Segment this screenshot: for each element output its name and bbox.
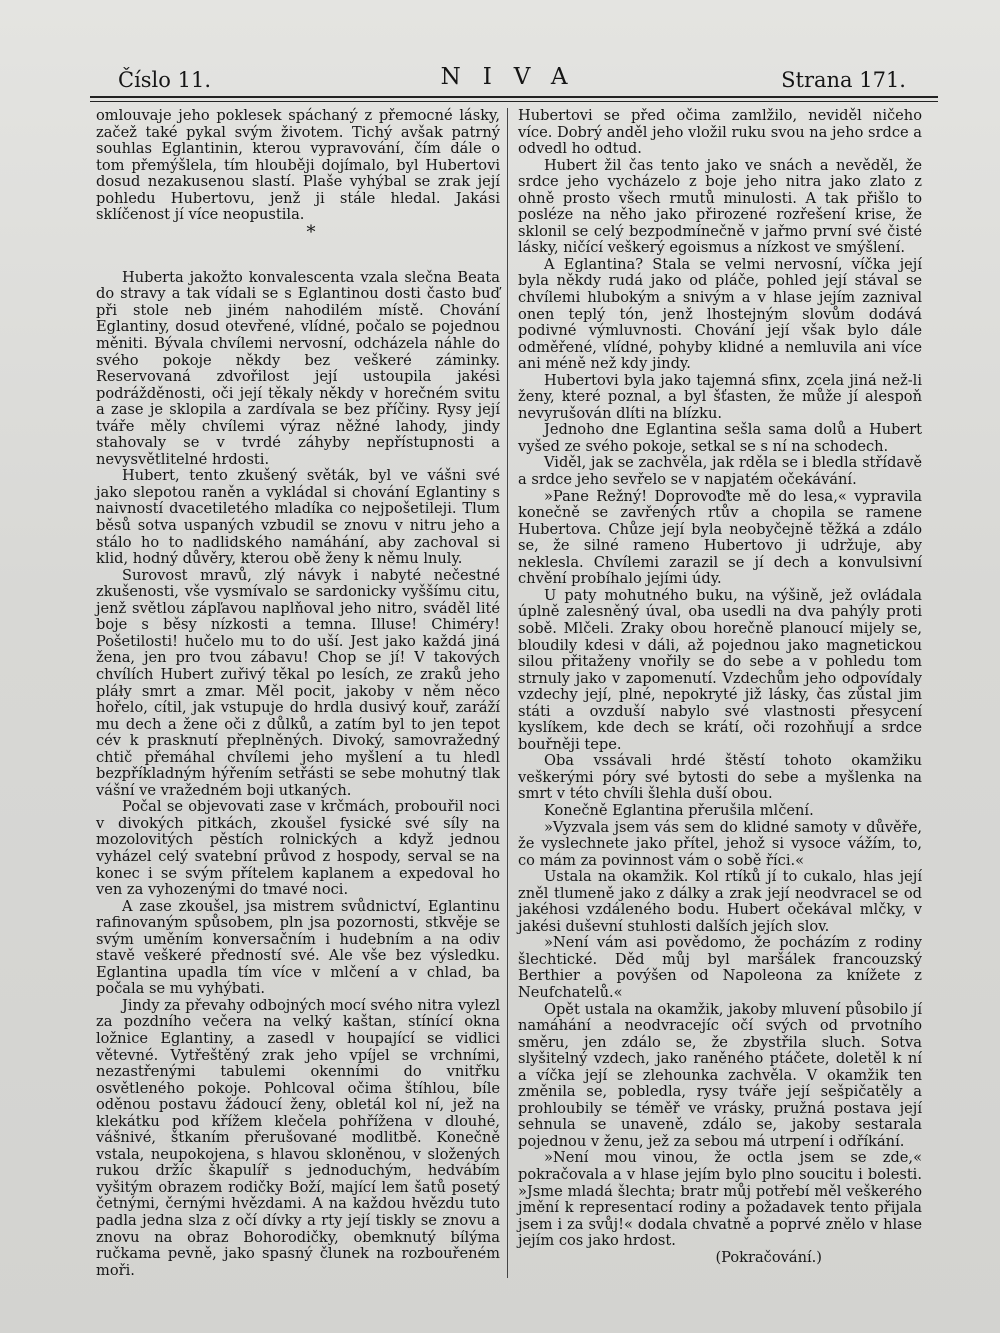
header-rule <box>90 96 938 98</box>
paragraph: Opět ustala na okamžik, jakoby mluvení působilo jí namáhání a neodvracejíc očí svých od prvotního směru, jen zdálo se, že zbystřila sluch. Sotva slyšitelný vzdech, jako raněného ptáčete, doletěl k ní a víčka její se zlehounka zachvěla. V okamžik ten změnila se, pobledla, rysy tváře její sešpičatěly a prohloubily se téměř ve vrásky, pružná postava její sehnula se unaveně, zdálo se, jakoby sestarala pojednou v ženu, jež za sebou má utrpení i odříkání. <box>518 1000 922 1150</box>
paragraph: Viděl, jak se zachvěla, jak rděla se i bledla střídavě a srdce jeho sevřelo se v napjatém očekávání. <box>518 454 922 489</box>
right-column <box>518 108 922 1266</box>
paragraph: Oba vssávali hrdé štěstí tohoto okamžiku veškerými póry své bytosti do sebe a myšlenka na smrt v této chvíli šlehla duší obou. <box>518 752 922 803</box>
paragraph: A Eglantina? Stala se velmi nervosní, víčka její byla někdy rudá jako od pláče, pohled její stával se chvílemi hlubokým a snivým a v hlase jejím zaznival onen teplý tón, jenž lhostejným slovům dodává podivné výmluvnosti. Chování její však bylo dále odměřené, vlídné, pohyby klidné a nemluvila ani více ani méně než kdy jindy. <box>518 255 922 373</box>
page-number: Strana 171. <box>781 68 906 92</box>
paragraph: »Vyzvala jsem vás sem do klidné samoty v důvěře, že vyslechnete jako přítel, jehož si vysoce vážím, to, co mám za povinnost vám o sobě říci.« <box>518 818 922 869</box>
paragraph: Jindy za převahy odbojných mocí svého nitra vylezl za pozdního večera na velký kaštan, stínící okna ložnice Eglantiny, a zasedl v houpající se vidlici větevné. Vytřeštěný zrak jeho vpíjel se vrchními, nezastřenými tabulemi okenními do vnitřku osvětleného pokoje. Pohlcoval očima štíhlou, bíle oděnou postavu žádoucí ženy, obletál kol ní, jež na klekátku pod křížem klečela pohřížena v dlouhé, vášnivé, štkaním přerušované modlitbě. Konečně vstala, neupokojena, s hlavou skloněnou, v složených rukou držíc škapulíř s jednoduchým, hedvábím vyšitým obrazem rodičky Boží, mající lem šatů posetý četnými, černými hvězdami. A na každou hvězdu tuto padla jedna slza z očí dívky a rty její tiskly se znovu a znovu na obraz Bohorodičky, obemknutý bílýma ručkama pevně, jako spasný člunek na rozbouřeném moři. <box>96 996 500 1279</box>
column-divider <box>507 108 508 1278</box>
paragraph: »Není vám asi povědomo, že pocházím z rodiny šlechtické. Děd můj byl maršálek francouzský Berthier a povýšen od Napoleona za knížete z Neufchatelů.« <box>518 934 922 1001</box>
header-rule-thin <box>90 101 938 102</box>
paragraph: Ustala na okamžik. Kol rtíků jí to cukalo, hlas její zněl tlumeně jako z dálky a zrak její neodvracel se od jakéhosi vzdáleného bodu. Hubert očekával mlčky, v jakési duševní stuhlosti dalších jejích slov. <box>518 868 922 935</box>
paragraph: Počal se objevovati zase v krčmách, probouřil noci v divokých pitkách, zkoušel fysické své síly na mozolovitých pěstích rolnických a když jednou vyházel celý svatební průvod z hospody, serval se na konec i se svým přítelem kaplanem a expedoval ho ven za vyhozenými do tmavé noci. <box>96 798 500 899</box>
section-break-asterisk: * <box>306 221 316 243</box>
paragraph: »Pane Režný! Doprovoďte mě do lesa,« vypravila konečně se zavřených rtův a chopila se ramene Hubertova. Chůze její byla neobyčejně těžká a zdálo se, že silné rameno Hubertovo ji udržuje, aby neklesla. Chvílemi zarazil se jí dech a konvulsivní chvění probíhalo jejími údy. <box>518 487 922 588</box>
paragraph: Huberta jakožto konvalescenta vzala slečna Beata do stravy a tak vídali se s Eglantinou dosti často buď při stole neb jiném nahodilém místě. Chování Eglantiny, dosud otevřené, vlídné, počalo se pojednou měniti. Bývala chvílemi nervosní, odcházela náhle do svého pokoje někdy bez veškeré záminky. Reservovaná zdvořilost její ustoupila jakési podrážděnosti, oči její těkaly někdy v horečném svitu a zase je sklopila a zardívala se bez příčiny. Rysy její tváře měly chvílemi výraz něžné lahody, jindy stahovaly se v tvrdé záhyby nepřístupnosti a nevysvětlitelné hrdosti. <box>96 268 500 468</box>
to-be-continued: (Pokračování.) <box>715 1248 822 1266</box>
paragraph: Hubert žil čas tento jako ve snách a nevěděl, že srdce jeho vycházelo z boje jeho nitra jako zlato z ohně prosto všech rmutů minulosti. A tak přišlo to posléze na něho jako přirozené rozřešení krise, že sklonil se celý bezpodmínečně v jařmo první své čisté lásky, ničící veškerý egoismus a nízkost ve smýšlení. <box>518 156 922 257</box>
paragraph: Hubertovi se před očima zamlžilo, neviděl ničeho více. Dobrý anděl jeho vložil ruku svou na jeho srdce a odvedl ho odtud. <box>518 107 922 158</box>
left-column <box>96 108 500 1279</box>
paragraph: U paty mohutného buku, na výšině, jež ovládala úplně zalesněný úval, oba usedli na dva pahýly proti sobě. Mlčeli. Zraky obou horečně planoucí mijely se, bloudily kdesi v dáli, až pojednou jako magnetickou silou přitaženy vnořily se do sebe a v pohledu tom strnuly jako v zapomenutí. Vzdechům jeho odpovídaly vzdechy její, plné, nepokryté již lásky, čas zůstal jim státi a ovzduší nabylo své vlastnosti přesycení kyslíkem, kde dech se krátí, oči rozohňují a srdce bouřněji tepe. <box>518 586 922 753</box>
paragraph: »Není mou vinou, že octla jsem se zde,« pokračovala a v hlase jejím bylo plno soucitu i bolesti. »Jsme mladá šlechta; bratr můj potřebí měl veškerého jmění k representací rodiny a požadavek tento přijala jsem i za svůj!« dodala chvatně a poprvé znělo v hlase jejím cos jako hrdost. <box>518 1149 922 1250</box>
paragraph: Jednoho dne Eglantina sešla sama dolů a Hubert vyšed ze svého pokoje, setkal se s ní na schodech. <box>518 421 922 455</box>
paragraph: Surovost mravů, zlý návyk i nabyté nečestné zkušenosti, vše vysmívalo se sardonicky vyššímu citu, jenž světlou zápľavou naplňoval jeho nitro, sváděl lité boje s běsy nízkosti a temna. Illuse! Chiméry! Pošetilosti! hučelo mu to do uší. Jest jako každá jiná žena, jen pro tvou zábavu! Chop se jí! V takových chvílích Hubert zuřivý těkal po lesích, ze zraků jeho pláły smrt a zmar. Měl pocit, jakoby v něm něco hořelo, cítil, jak vstupuje do hrdla dusivý kouř, zaráží mu dech a žene oči z důlků, a zatím byl to jen tepot cév k prasknutí přeplněných. Divoký, samovražedný chtič přemáhal chvílemi jeho myšlení a tu hledl bezpříkladným hýřením setřásti se sebe mohutný tlak vášní ve vražedném boji utkaných. <box>96 566 500 799</box>
paragraph: Hubert, tento zkušený světák, byl ve vášni své jako slepotou raněn a vykládal si chování Eglantiny s naivností dvacetiletého mladíka co nejpošetileji. Tlum běsů sotva uspaných vzbudil se znovu v nitru jeho a stálo ho to nadlidského namáhání, aby zachoval si klid, hodný důvěry, kterou obě ženy k němu lnuly. <box>96 467 500 568</box>
paragraph: Hubertovi byla jako tajemná sfinx, zcela jiná než-li ženy, které poznal, a byl šťasten, že může jí alespoň nevyrušován dlíti na blízku. <box>518 371 922 422</box>
paragraph: A zase zkoušel, jsa mistrem svůdnictví, Eglantinu rafinovaným spůsobem, pln jsa pozornosti, stkvěje se svým uměním konversačním i hudebním a na odiv stavě veškeré předností své. Ale vše bez výsledku. Eglantina upadla tím více v mlčení a v chlad, ba počala se mu vyhýbati. <box>96 897 500 998</box>
page-header <box>90 62 940 98</box>
paragraph: omlouvaje jeho poklesek spáchaný z přemocné lásky, začež také pykal svým životem. Tichý avšak patrný souhlas Eglantinin, kterou vypravování, čím dále o tom přemýšlela, tím hlouběji dojímalo, byl Hubertovi dosud nezakusenou slastí. Plaše vyhýbal se zrak její pohledu Hubertovu, jenž ji stále hledal. Jakási sklíčenost jí více neopustila. <box>96 107 500 224</box>
issue-number: Číslo 11. <box>118 68 211 92</box>
masthead-title: NIVA <box>440 64 590 90</box>
paragraph: Konečně Eglantina přerušila mlčení. <box>544 801 814 819</box>
